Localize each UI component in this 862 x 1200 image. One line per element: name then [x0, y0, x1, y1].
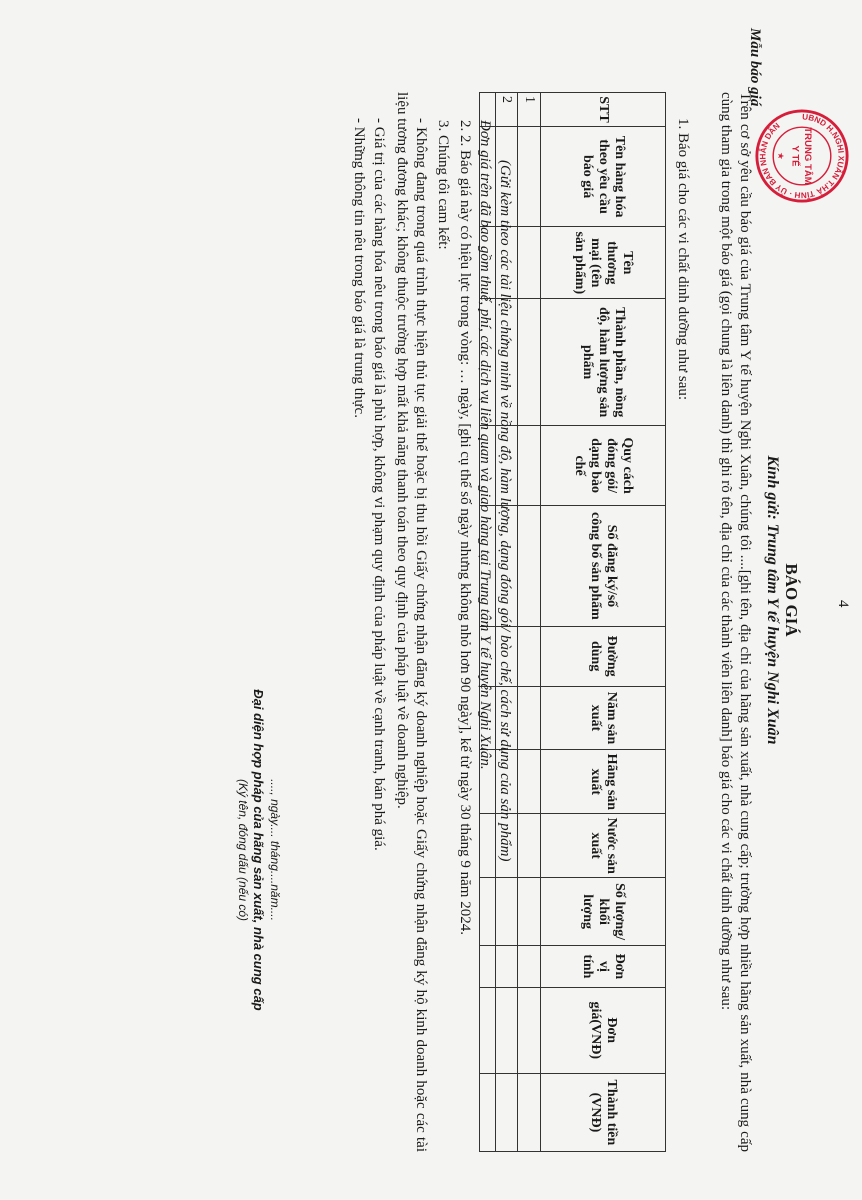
table-row: [518, 93, 541, 1152]
col-header-composition: Thành phần, nồng độ, hàm lượng sản phẩm: [541, 299, 666, 426]
document-title: BÁO GIÁ: [782, 563, 801, 637]
col-header-unit: Đơn vị tính: [541, 946, 666, 988]
commitment-3: - Những thông tin nêu trong báo giá là trung thực.: [351, 118, 367, 418]
table-cell: [518, 750, 541, 814]
table-cell: [480, 814, 496, 878]
stamp-center-line2: Y TẾ: [789, 145, 801, 167]
col-header-total: Thành tiền (VNĐ): [541, 1073, 666, 1151]
table-cell: [480, 987, 496, 1073]
table-cell: [518, 686, 541, 750]
table-cell: [518, 126, 541, 226]
document-label: Mẫu báo giá: [747, 28, 763, 107]
col-header-registration: Số đăng ký/số công bố sản phẩm: [541, 506, 666, 627]
col-header-trade-name: Tên thương mại (tên sản phẩm): [541, 227, 666, 299]
table-cell: [480, 878, 496, 946]
table-cell: [496, 1073, 519, 1151]
signer-title: Đại diện hợp pháp của hãng sản xuất, nhà cung cấp: [251, 689, 266, 1011]
table-cell: [518, 878, 541, 946]
table-cell: [496, 987, 519, 1073]
table-cell: [518, 946, 541, 988]
table-header-row: [541, 93, 666, 1152]
table-cell: [518, 626, 541, 686]
table-cell: 1: [518, 93, 541, 127]
table-cell: [518, 814, 541, 878]
table-cell: [518, 987, 541, 1073]
commitment-1: - Không đang trong quá trình thực hiện thủ tục giải thể hoặc bị thu hồi Giấy chứng nhận đăng ký doanh nghiệp hoặc Giấy chứng nhận đăng ký hộ kinh doanh hoặc các tài liệu tương đương khác; không thuộc trường hợp mất khả năng thanh toán theo quy định của pháp luật về doanh nghiệp.: [394, 92, 429, 1152]
col-header-manufacturer: Hãng sản xuất: [541, 750, 666, 814]
table-cell: [518, 1073, 541, 1151]
date-line: ...., ngày.... tháng....năm....: [268, 779, 282, 921]
table-cell: [518, 299, 541, 426]
table-cell: [518, 426, 541, 506]
col-header-quantity: Số lượng/ khối lượng: [541, 878, 666, 946]
price-note: Đơn giá trên đã bao gồm thuế, phí, các dịch vụ liên quan và giao hàng tại Trung tâm Y tế huyện Nghi Xuân.: [477, 120, 493, 770]
col-header-unit-price: Đơn giá(VNĐ): [541, 987, 666, 1073]
col-header-item-name: Tên hàng hóa theo yêu cầu báo giá: [541, 126, 666, 226]
section-2-validity: 2. 2. Báo giá này có hiệu lực trong vòng: … ngày, [ghi cụ thể số ngày nhưng không nhỏ hơn 90 ngày], kể từ ngày 30 tháng 9 năm 2024.: [457, 120, 473, 935]
table-cell: [480, 946, 496, 988]
col-header-country: Nước sản xuất: [541, 814, 666, 878]
section-3-heading: 3. Chúng tôi cam kết:: [435, 120, 451, 250]
stamp-ring-text: UBND H.NGHI XUÂN T.HÀ TĨNH · ỦY BAN NHÂN DÂN: [758, 112, 846, 200]
table-cell: [518, 227, 541, 299]
signer-note: (Ký tên, đóng dấu (nếu có): [236, 778, 250, 922]
stamp-center-line1: TRUNG TÂM: [801, 127, 813, 185]
intro-paragraph: Trên cơ sở yêu cầu báo giá của Trung tâm Y tế huyện Nghi Xuân, chúng tôi ....[ghi tên, địa chỉ của hãng sản xuất, nhà cung cấp; trường hợp nhiều hãng sản xuất, nhà cung cấp cùng tham gia trong một báo giá (gọi chung là liên danh) thì ghi rõ tên, địa chỉ của các thành viên liên danh] báo giá cho các vi chất dinh dưỡng như sau:: [718, 92, 753, 1152]
table-cell: [496, 878, 519, 946]
section-1-heading: 1. Báo giá cho các vi chất dinh dưỡng như sau:: [675, 118, 691, 401]
table-cell: [480, 1073, 496, 1151]
attachment-note: (Gửi kèm theo các tài liệu chứng minh về nồng độ, hàm lượng, dạng đóng gói/ bào chế, cách sử dụng của sản phẩm): [497, 160, 513, 862]
recipient-line: Kính gửi: Trung tâm Y tế huyện Nghi Xuân: [764, 455, 781, 745]
col-header-route: Đường dùng: [541, 626, 666, 686]
commitment-2: - Giá trị của các hàng hóa nêu trong báo giá là phù hợp, không vi phạm quy định của pháp luật về cạnh tranh, bán phá giá.: [371, 118, 387, 851]
star-icon: ★: [776, 152, 786, 160]
col-header-stt: STT: [541, 93, 666, 127]
table-cell: 2: [496, 93, 519, 127]
col-header-year: Năm sản xuất: [541, 686, 666, 750]
table-cell: [496, 946, 519, 988]
table-cell: [518, 506, 541, 627]
page-number: 4: [835, 600, 851, 608]
col-header-packaging: Quy cách đóng gói/ dạng bào chế: [541, 426, 666, 506]
